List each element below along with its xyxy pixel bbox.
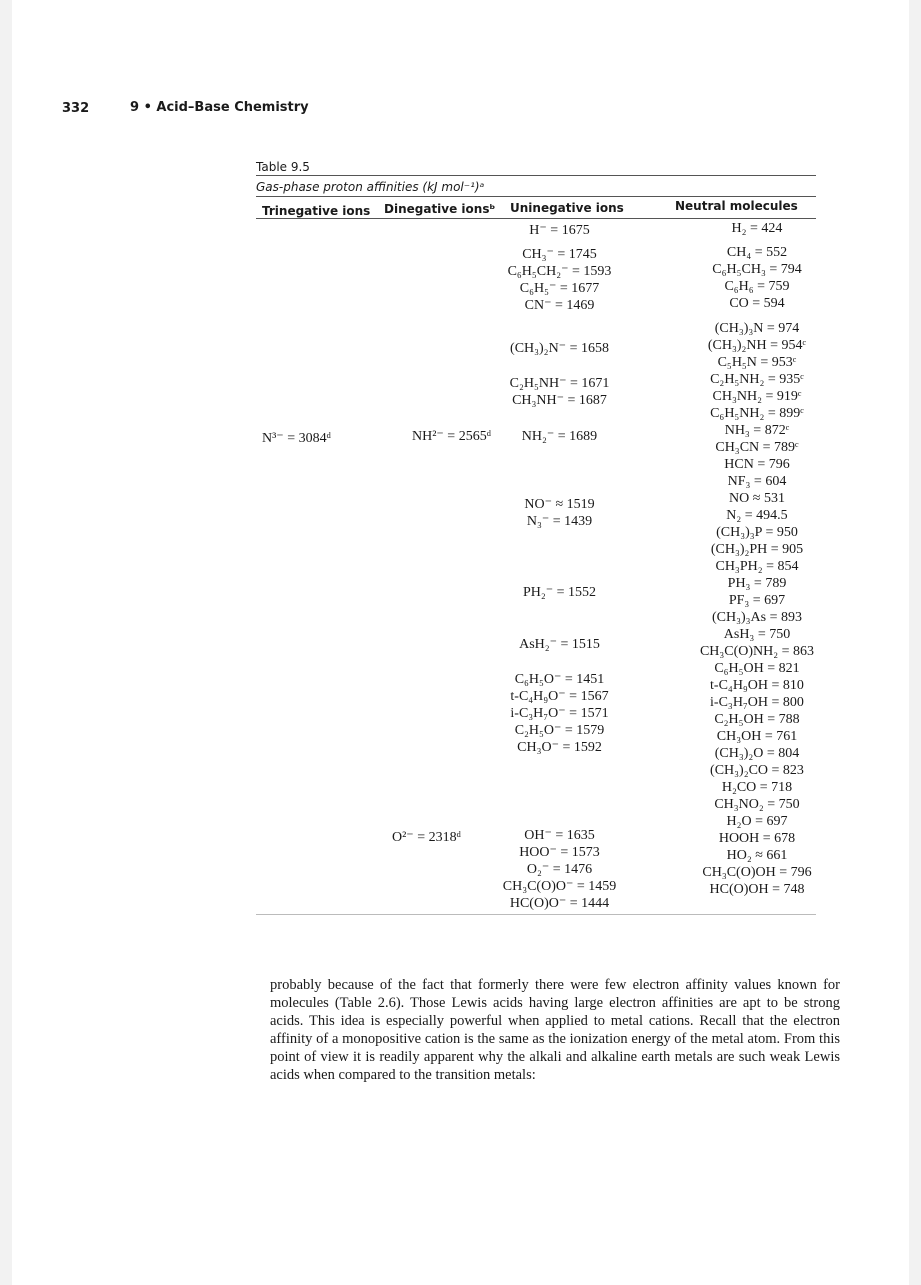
table-rule-top — [256, 175, 816, 176]
uninegative-entry: t-C₄H₉O⁻ = 1567 — [510, 689, 609, 704]
neutral-entry: (CH₃)₃As = 893 — [712, 610, 802, 625]
uninegative-entry: HC(O)O⁻ = 1444 — [509, 896, 610, 911]
neutral-entry: C₆H₅NH₂ = 899ᶜ — [710, 406, 804, 421]
column-header-trinegative: Trinegative ions — [262, 204, 371, 218]
uninegative-entry: i-C₃H₇O⁻ = 1571 — [510, 706, 609, 721]
column-header-dinegative: Dinegative ionsᵇ — [384, 202, 496, 216]
trinegative-entry: N³⁻ = 3084ᵈ — [262, 431, 331, 446]
neutral-entry: (CH₃)₂CO = 823 — [710, 763, 804, 778]
neutral-entry: N₂ = 494.5 — [726, 508, 788, 523]
neutral-entry: AsH₃ = 750 — [723, 627, 791, 642]
uninegative-entry: C₆H₅O⁻ = 1451 — [514, 672, 605, 687]
column-header-neutral: Neutral molecules — [675, 199, 798, 213]
uninegative-entry: CN⁻ = 1469 — [524, 298, 595, 313]
uninegative-entry: CH₃⁻ = 1745 — [522, 247, 597, 262]
neutral-entry: C₆H₆ = 759 — [724, 279, 790, 294]
neutral-entry: CH₃NH₂ = 919ᶜ — [712, 389, 802, 404]
running-head: 9 • Acid–Base Chemistry — [130, 100, 309, 115]
neutral-entry: HO₂ ≈ 661 — [726, 848, 788, 863]
dinegative-entry: NH²⁻ = 2565ᵈ — [412, 429, 492, 444]
uninegative-entry: OH⁻ = 1635 — [524, 828, 595, 843]
neutral-entry: CH₄ = 552 — [726, 245, 788, 260]
uninegative-entry: N₃⁻ = 1439 — [526, 514, 593, 529]
neutral-entry: C₂H₅NH₂ = 935ᶜ — [710, 372, 804, 387]
neutral-entry: C₅H₅N = 953ᶜ — [717, 355, 797, 370]
uninegative-entry: (CH₃)₂N⁻ = 1658 — [510, 341, 609, 356]
body-paragraph: probably because of the fact that formerly there were few electron affinity values known for molecules (Table 2.6). Those Lewis acids having large electron affinities are apt to be strong acids. This idea is especially powerful when applied to metal cations. Recall that the electron affinity of a monopositive cation is the same as the ionization energy of the metal atom. From this point of view it is readily apparent why the alkali and alkaline earth metals are such weak Lewis acids when compared to the transition metals: — [270, 977, 840, 1083]
uninegative-entry: PH₂⁻ = 1552 — [522, 585, 597, 600]
uninegative-entry: C₆H₅⁻ = 1677 — [519, 281, 600, 296]
neutral-entry: CH₃C(O)OH = 796 — [702, 865, 812, 880]
neutral-entry: t-C₄H₉OH = 810 — [710, 678, 804, 693]
neutral-entry: NH₃ = 872ᶜ — [724, 423, 790, 438]
uninegative-entry: H⁻ = 1675 — [529, 223, 590, 238]
uninegative-entry: CH₃C(O)O⁻ = 1459 — [502, 879, 617, 894]
neutral-entry: HC(O)OH = 748 — [709, 882, 805, 897]
neutral-entry: CH₃PH₂ = 854 — [715, 559, 799, 574]
neutral-entry: i-C₃H₇OH = 800 — [710, 695, 804, 710]
uninegative-entry: NO⁻ ≈ 1519 — [524, 497, 595, 512]
table-rule-header — [256, 218, 816, 219]
neutral-entry: HOOH = 678 — [718, 831, 796, 846]
neutral-entry: NF₃ = 604 — [727, 474, 787, 489]
neutral-entry: (CH₃)₂PH = 905 — [710, 542, 804, 557]
neutral-entry: (CH₃)₂O = 804 — [714, 746, 800, 761]
neutral-entry: CH₃OH = 761 — [716, 729, 798, 744]
uninegative-entry: C₆H₅CH₂⁻ = 1593 — [507, 264, 612, 279]
column-header-uninegative: Uninegative ions — [510, 201, 624, 215]
neutral-entry: HCN = 796 — [724, 457, 790, 472]
neutral-entry: H₂CO = 718 — [721, 780, 793, 795]
table-rule-title — [256, 196, 816, 197]
neutral-entry: H₂ = 424 — [731, 221, 783, 236]
uninegative-entry: O₂⁻ = 1476 — [526, 862, 593, 877]
dinegative-entry: O²⁻ = 2318ᵈ — [392, 830, 461, 845]
neutral-entry: CO = 594 — [729, 296, 785, 311]
uninegative-entry: C₂H₅NH⁻ = 1671 — [509, 376, 610, 391]
neutral-entry: PF₃ = 697 — [728, 593, 786, 608]
neutral-entry: (CH₃)₂NH = 954ᶜ — [707, 338, 807, 353]
table-title: Gas-phase proton affinities (kJ mol⁻¹)ᵃ — [256, 180, 485, 194]
neutral-entry: (CH₃)₃N = 974 — [714, 321, 800, 336]
neutral-entry: CH₃NO₂ = 750 — [714, 797, 800, 812]
neutral-entry: CH₃C(O)NH₂ = 863 — [699, 644, 815, 659]
neutral-entry: PH₃ = 789 — [727, 576, 787, 591]
neutral-entry: NO ≈ 531 — [729, 491, 785, 506]
uninegative-entry: C₂H₅O⁻ = 1579 — [514, 723, 605, 738]
uninegative-entry: AsH₂⁻ = 1515 — [519, 637, 600, 652]
neutral-entry: C₂H₅OH = 788 — [714, 712, 800, 727]
uninegative-entry: CH₃O⁻ = 1592 — [517, 740, 602, 755]
table-label: Table 9.5 — [256, 160, 310, 174]
page-number: 332 — [62, 101, 90, 116]
neutral-entry: (CH₃)₃P = 950 — [716, 525, 798, 540]
neutral-entry: C₆H₅CH₃ = 794 — [712, 262, 802, 277]
uninegative-entry: NH₂⁻ = 1689 — [521, 429, 598, 444]
neutral-entry: CH₃CN = 789ᶜ — [715, 440, 799, 455]
table-rule-bottom — [256, 914, 816, 915]
neutral-entry: H₂O = 697 — [726, 814, 788, 829]
neutral-entry: C₆H₅OH = 821 — [714, 661, 800, 676]
uninegative-entry: CH₃NH⁻ = 1687 — [512, 393, 607, 408]
uninegative-entry: HOO⁻ = 1573 — [519, 845, 600, 860]
book-page — [12, 0, 909, 1285]
